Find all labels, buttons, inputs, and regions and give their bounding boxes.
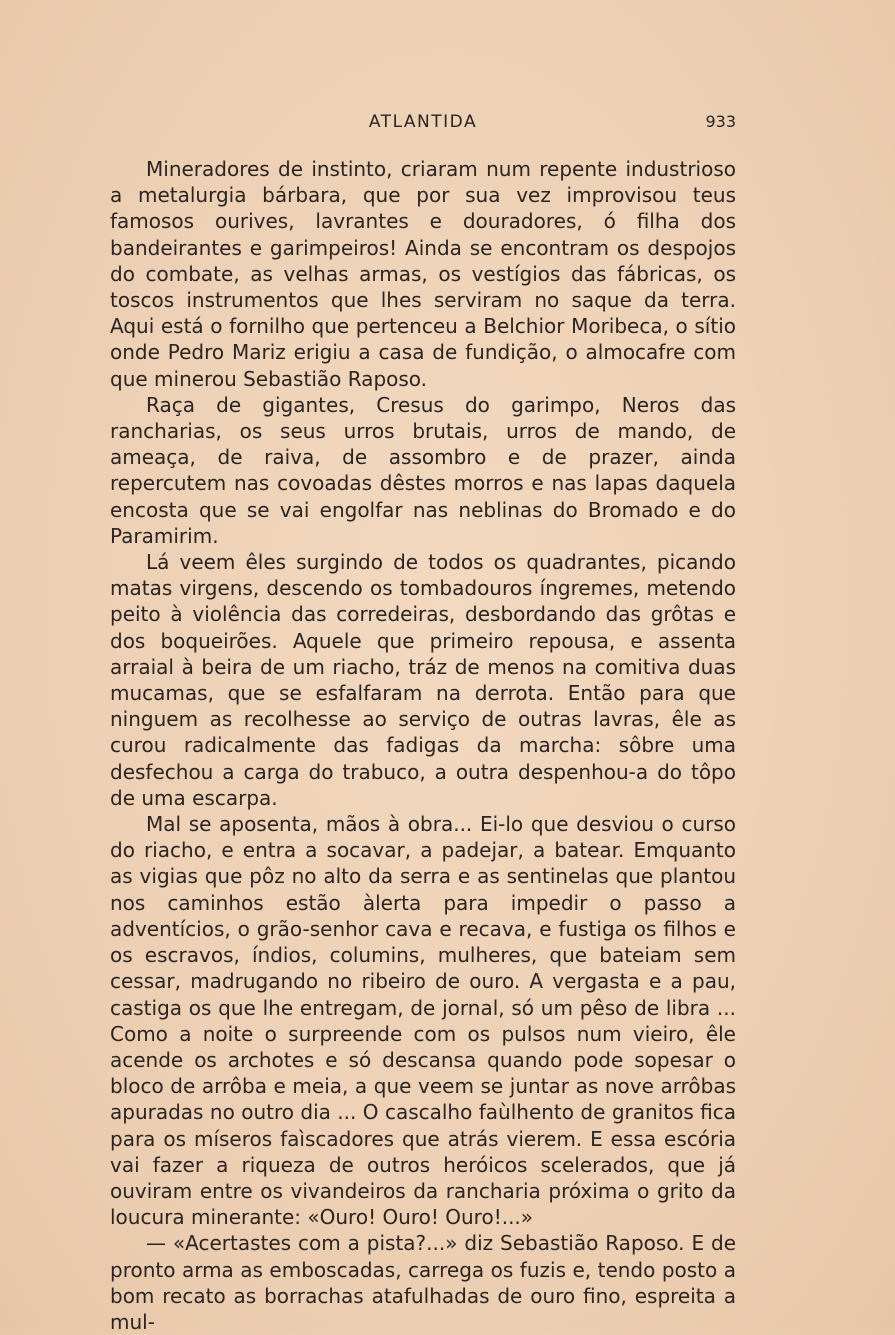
running-head — [110, 112, 736, 142]
body-text — [110, 156, 736, 1335]
paragraph: Mal se aposenta, mãos à obra... Ei-lo que desviou o curso do riacho, e entra a socavar, a padejar, a batear. Emquanto as vigias que pôz no alto da serra e as sentinelas que plantou nos caminhos estão àlerta para impedir o passo a adventícios, o grão-senhor cava e recava, e fustiga os filhos e os escravos, índios, columins, mulheres, que bateiam sem cessar, madrugando no ribeiro de ouro. A vergasta e a pau, castiga os que lhe entregam, de jornal, só um pêso de libra ... Como a noite o surpreende com os pulsos num vieiro, êle acende os archotes e só descansa quando pode sopesar o bloco de arrôba e meia, a que veem se juntar as nove arrôbas apuradas no outro dia ... O cascalho faùlhento de granitos fica para os míseros faìscadores que atrás vierem. E essa escória vai fazer a riqueza de outros heróicos scelerados, que já ouviram entre os vivandeiros da rancharia próxima o grito da loucura minerante: «Ouro! Ouro! Ouro!...» — [110, 812, 736, 1230]
running-title: ATLANTIDA — [368, 112, 478, 132]
page-number: 933 — [705, 112, 736, 131]
paragraph: Mineradores de instinto, criaram num repente industrioso a metalurgia bárbara, que por sua vez improvisou teus famosos ourives, lavrantes e douradores, ó filha dos bandeirantes e garimpeiros! Ainda se encontram os despojos do combate, as velhas armas, os vestígios das fábricas, os toscos instrumentos que lhes serviram no saque da terra. Aqui está o fornilho que pertenceu a Belchior Moribeca, o sítio onde Pedro Mariz erigiu a casa de fundição, o almocafre com que minerou Sebastião Raposo. — [110, 157, 736, 391]
paragraph: — «Acertastes com a pista?...» diz Sebastião Raposo. E de pronto arma as emboscadas, carrega os fuzis e, tendo posto a bom recato as borrachas atafulhadas de ouro fino, espreita a mul- — [110, 1231, 736, 1334]
paragraph: Lá veem êles surgindo de todos os quadrantes, picando matas virgens, descendo os tombadouros íngremes, metendo peito à violência das corredeiras, desbordando das grôtas e dos boqueirões. Aquele que primeiro repousa, e assenta arraial à beira de um riacho, tráz de menos na comitiva duas mucamas, que se esfalfaram na derrota. Então para que ninguem as recolhesse ao serviço de outras lavras, êle as curou radicalmente das fadigas da marcha: sôbre uma desfechou a carga do trabuco, a outra despenhou-a do tôpo de uma escarpa. — [110, 550, 736, 810]
paragraph: Raça de gigantes, Cresus do garimpo, Neros das rancharias, os seus urros brutais, urros de mando, de ameaça, de raiva, de assombro e de prazer, ainda repercutem nas covoadas dêstes morros e nas lapas daquela encosta que se vai engolfar nas neblinas do Bromado e do Paramirim. — [110, 392, 736, 548]
